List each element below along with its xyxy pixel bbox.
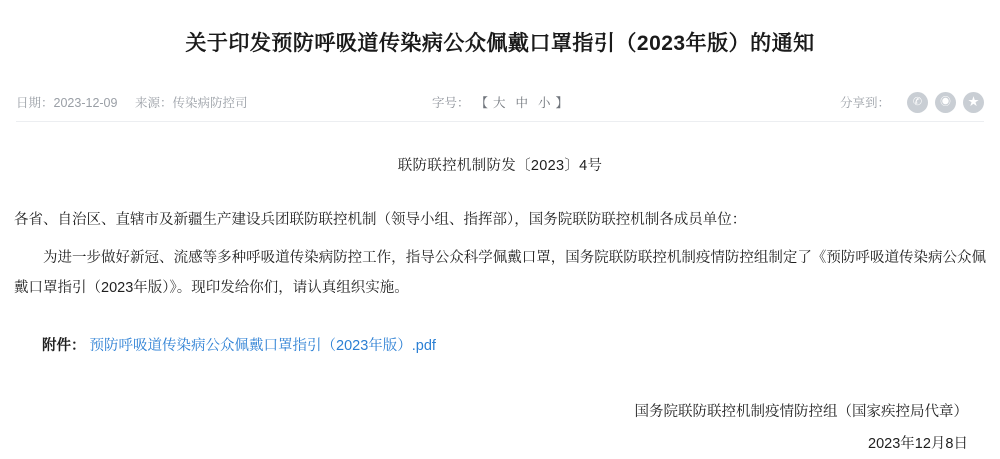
fontsize-large-button[interactable]: 大 <box>492 96 506 110</box>
bracket-left: 【 <box>475 96 488 110</box>
addressee-paragraph: 各省、自治区、直辖市及新疆生产建设兵团联防联控机制（领导小组、指挥部），国务院联防联控机制各成员单位： <box>14 212 747 228</box>
fontsize-small-button[interactable]: 小 <box>538 96 551 110</box>
page-title: 关于印发预防呼吸道传染病公众佩戴口罩指引（2023年版）的通知 <box>185 32 815 55</box>
date-value: 2023-12-09 <box>53 96 118 110</box>
share-group <box>840 92 984 113</box>
date-label: 日期： <box>16 96 54 110</box>
attachment-row <box>14 333 986 359</box>
fontsize-medium-button[interactable]: 中 <box>515 96 529 110</box>
source <box>135 96 248 110</box>
source-value: 传染病防控司 <box>172 96 248 110</box>
signature-org: 国务院联防联控机制疫情防控组（国家疾控局代章） <box>634 404 968 420</box>
favorite-share-icon[interactable]: ★ <box>963 92 984 113</box>
attachment-label: 附件： <box>42 338 86 354</box>
attachment-link[interactable]: 预防呼吸道传染病公众佩戴口罩指引（2023年版）.pdf <box>89 338 436 354</box>
document-number: 联防联控机制防发〔2023〕4号 <box>397 158 603 174</box>
share-label: 分享到： <box>839 96 890 110</box>
document-body <box>0 205 1000 459</box>
main-paragraph: 为进一步做好新冠、流感等多种呼吸道传染病防控工作，指导公众科学佩戴口罩，国务院联防联控机制疫情防控组制定了《预防呼吸道传染病公众佩戴口罩指引（2023年版）》。现印发给你们，请认真组织实施。 <box>14 250 986 296</box>
fontsize-label: 字号： <box>431 96 470 110</box>
signature-date: 2023年12月8日 <box>868 436 968 452</box>
weibo-share-icon[interactable]: ◉ <box>935 92 956 113</box>
meta-bar <box>16 83 984 122</box>
publish-date <box>16 96 117 110</box>
meta-left-group <box>16 93 247 111</box>
bracket-right: 】 <box>555 96 569 110</box>
weixin-share-icon[interactable]: ✆ <box>907 92 928 113</box>
fontsize-control <box>432 93 568 111</box>
source-label: 来源： <box>134 96 173 110</box>
